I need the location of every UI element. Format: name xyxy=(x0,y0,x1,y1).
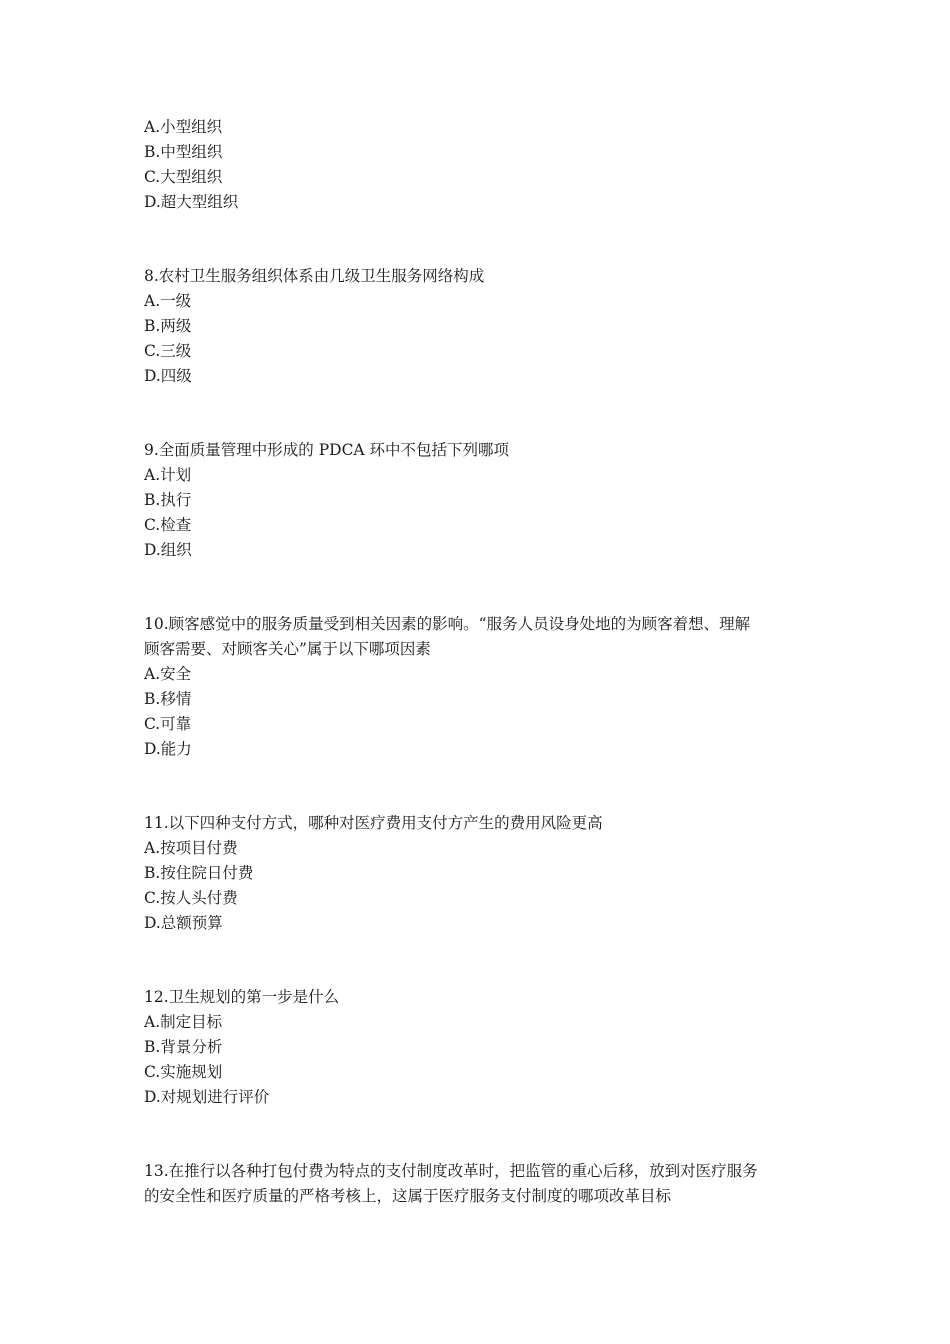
question-title-line-1: 13.在推行以各种打包付费为特点的支付制度改革时，把监管的重心后移，放到对医疗服务 xyxy=(144,1162,758,1180)
option-b: B.执行 xyxy=(144,491,192,509)
option-b: B.移情 xyxy=(144,690,192,708)
option-a: A.计划 xyxy=(144,466,192,484)
question-title: 12.卫生规划的第一步是什么 xyxy=(144,988,340,1006)
option-b: B.背景分析 xyxy=(144,1038,223,1056)
option-c: C.可靠 xyxy=(144,715,192,733)
option-b: B.中型组织 xyxy=(144,143,223,161)
spacer xyxy=(144,1110,814,1159)
option-b: B.按住院日付费 xyxy=(144,864,254,882)
option-c: C.三级 xyxy=(144,342,192,360)
question-title: 11.以下四种支付方式，哪种对医疗费用支付方产生的费用风险更高 xyxy=(144,814,603,832)
option-c: C.实施规划 xyxy=(144,1063,223,1081)
option-d: D.超大型组织 xyxy=(144,193,239,211)
option-c: C.大型组织 xyxy=(144,168,223,186)
document-page xyxy=(144,115,814,1209)
question-title-line-1: 10.顾客感觉中的服务质量受到相关因素的影响。“服务人员设身处地的为顾客着想、理解 xyxy=(144,615,751,633)
spacer xyxy=(144,215,814,264)
question-13 xyxy=(144,1159,814,1209)
spacer xyxy=(144,762,814,811)
option-c: C.按人头付费 xyxy=(144,889,238,907)
option-d: D.对规划进行评价 xyxy=(144,1088,270,1106)
option-a: A.制定目标 xyxy=(144,1013,223,1031)
spacer xyxy=(144,563,814,612)
option-c: C.检查 xyxy=(144,516,192,534)
option-d: D.能力 xyxy=(144,740,192,758)
option-a: A.一级 xyxy=(144,292,192,310)
question-7-options xyxy=(144,115,814,215)
option-a: A.安全 xyxy=(144,665,192,683)
question-title-line-2: 顾客需要、对顾客关心”属于以下哪项因素 xyxy=(144,640,431,658)
spacer xyxy=(144,936,814,985)
option-d: D.组织 xyxy=(144,541,192,559)
question-10 xyxy=(144,612,814,762)
question-title: 8.农村卫生服务组织体系由几级卫生服务网络构成 xyxy=(144,267,485,285)
question-title: 9.全面质量管理中形成的 PDCA 环中不包括下列哪项 xyxy=(144,441,510,459)
question-12 xyxy=(144,985,814,1110)
option-d: D.总额预算 xyxy=(144,914,223,932)
option-a: A.小型组织 xyxy=(144,118,223,136)
question-9 xyxy=(144,438,814,563)
option-b: B.两级 xyxy=(144,317,192,335)
option-d: D.四级 xyxy=(144,367,192,385)
question-title-line-2: 的安全性和医疗质量的严格考核上，这属于医疗服务支付制度的哪项改革目标 xyxy=(144,1187,672,1205)
option-a: A.按项目付费 xyxy=(144,839,238,857)
spacer xyxy=(144,389,814,438)
question-11 xyxy=(144,811,814,936)
question-8 xyxy=(144,264,814,389)
